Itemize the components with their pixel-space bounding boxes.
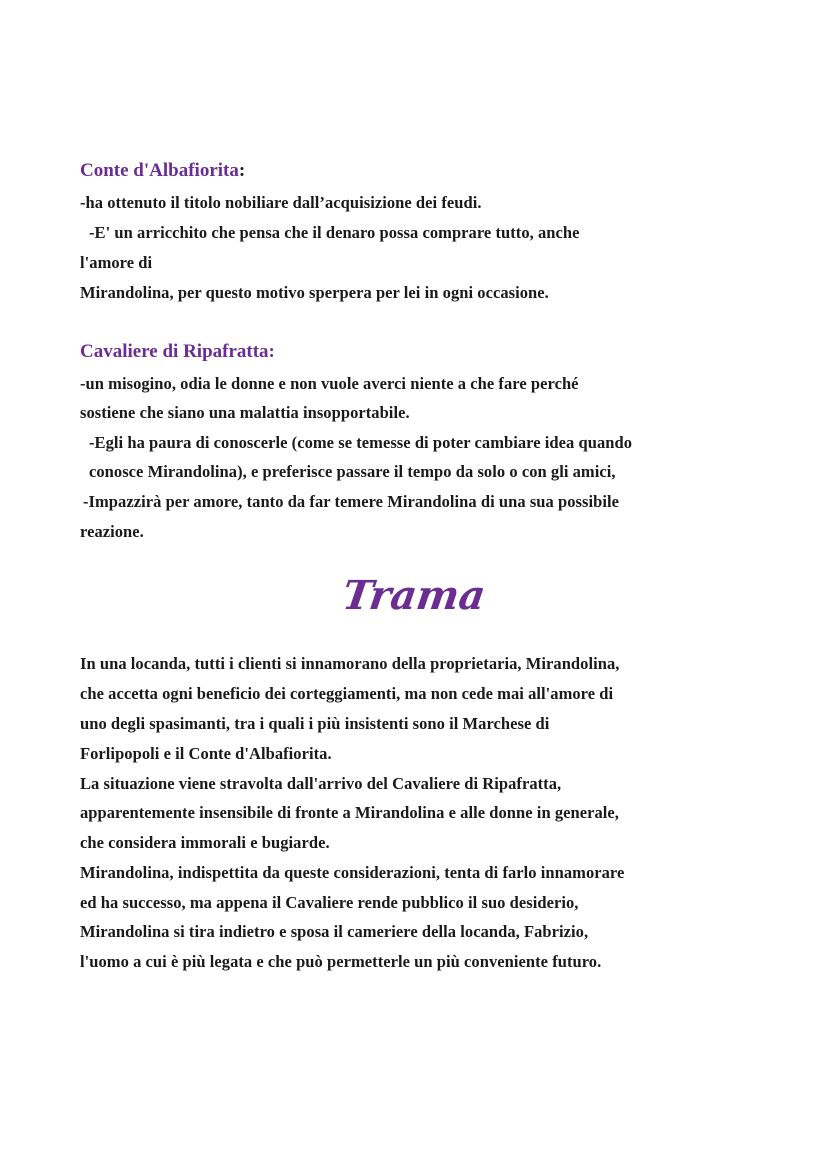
trama-line-8: Mirandolina, indispettita da queste considerazioni, tenta di farlo innamorare xyxy=(80,863,625,882)
cavaliere-line-6: reazione. xyxy=(80,522,144,541)
trama-line-10: Mirandolina si tira indietro e sposa il cameriere della locanda, Fabrizio, xyxy=(80,922,589,941)
trama-line-6: apparentemente insensibile di fronte a Mirandolina e alle donne in generale, xyxy=(80,803,619,822)
cavaliere-heading: Cavaliere di Ripafratta: xyxy=(80,341,275,362)
trama-line-3: uno degli spasimanti, tra i quali i più insistenti sono il Marchese di xyxy=(80,714,550,733)
conte-line-1: -ha ottenuto il titolo nobiliare dall’acquisizione dei feudi. xyxy=(80,193,482,212)
conte-line-2: -E' un arricchito che pensa che il denaro possa comprare tutto, anche xyxy=(89,223,580,242)
conte-heading-colon: : xyxy=(238,160,246,181)
trama-line-1: In una locanda, tutti i clienti si innamorano della proprietaria, Mirandolina, xyxy=(80,654,620,673)
cavaliere-line-3: -Egli ha paura di conoscerle (come se temesse di poter cambiare idea quando xyxy=(89,433,633,452)
conte-line-4: Mirandolina, per questo motivo sperpera per lei in ogni occasione. xyxy=(80,283,549,302)
cavaliere-line-2: sostiene che siano una malattia insopportabile. xyxy=(80,403,410,422)
cavaliere-line-1: -un misogino, odia le donne e non vuole averci niente a che fare perché xyxy=(80,374,579,393)
trama-line-2: che accetta ogni beneficio dei corteggiamenti, ma non cede mai all'amore di xyxy=(80,684,614,703)
trama-line-5: La situazione viene stravolta dall'arrivo del Cavaliere di Ripafratta, xyxy=(80,774,562,793)
trama-line-7: che considera immorali e bugiarde. xyxy=(80,833,330,852)
conte-line-3: l'amore di xyxy=(80,253,153,272)
trama-line-9: ed ha successo, ma appena il Cavaliere rende pubblico il suo desiderio, xyxy=(80,893,579,912)
conte-heading-text: Conte d'Albafiorita xyxy=(80,160,239,181)
cavaliere-line-5: -Impazzirà per amore, tanto da far temere Mirandolina di una sua possibile xyxy=(83,492,619,511)
trama-line-4: Forlipopoli e il Conte d'Albafiorita. xyxy=(80,744,332,763)
trama-title: Trama xyxy=(339,572,489,619)
trama-line-11: l'uomo a cui è più legata e che può permetterle un più conveniente futuro. xyxy=(80,952,602,971)
cavaliere-line-4: conosce Mirandolina), e preferisce passare il tempo da solo o con gli amici, xyxy=(89,462,616,481)
conte-heading xyxy=(80,160,245,182)
